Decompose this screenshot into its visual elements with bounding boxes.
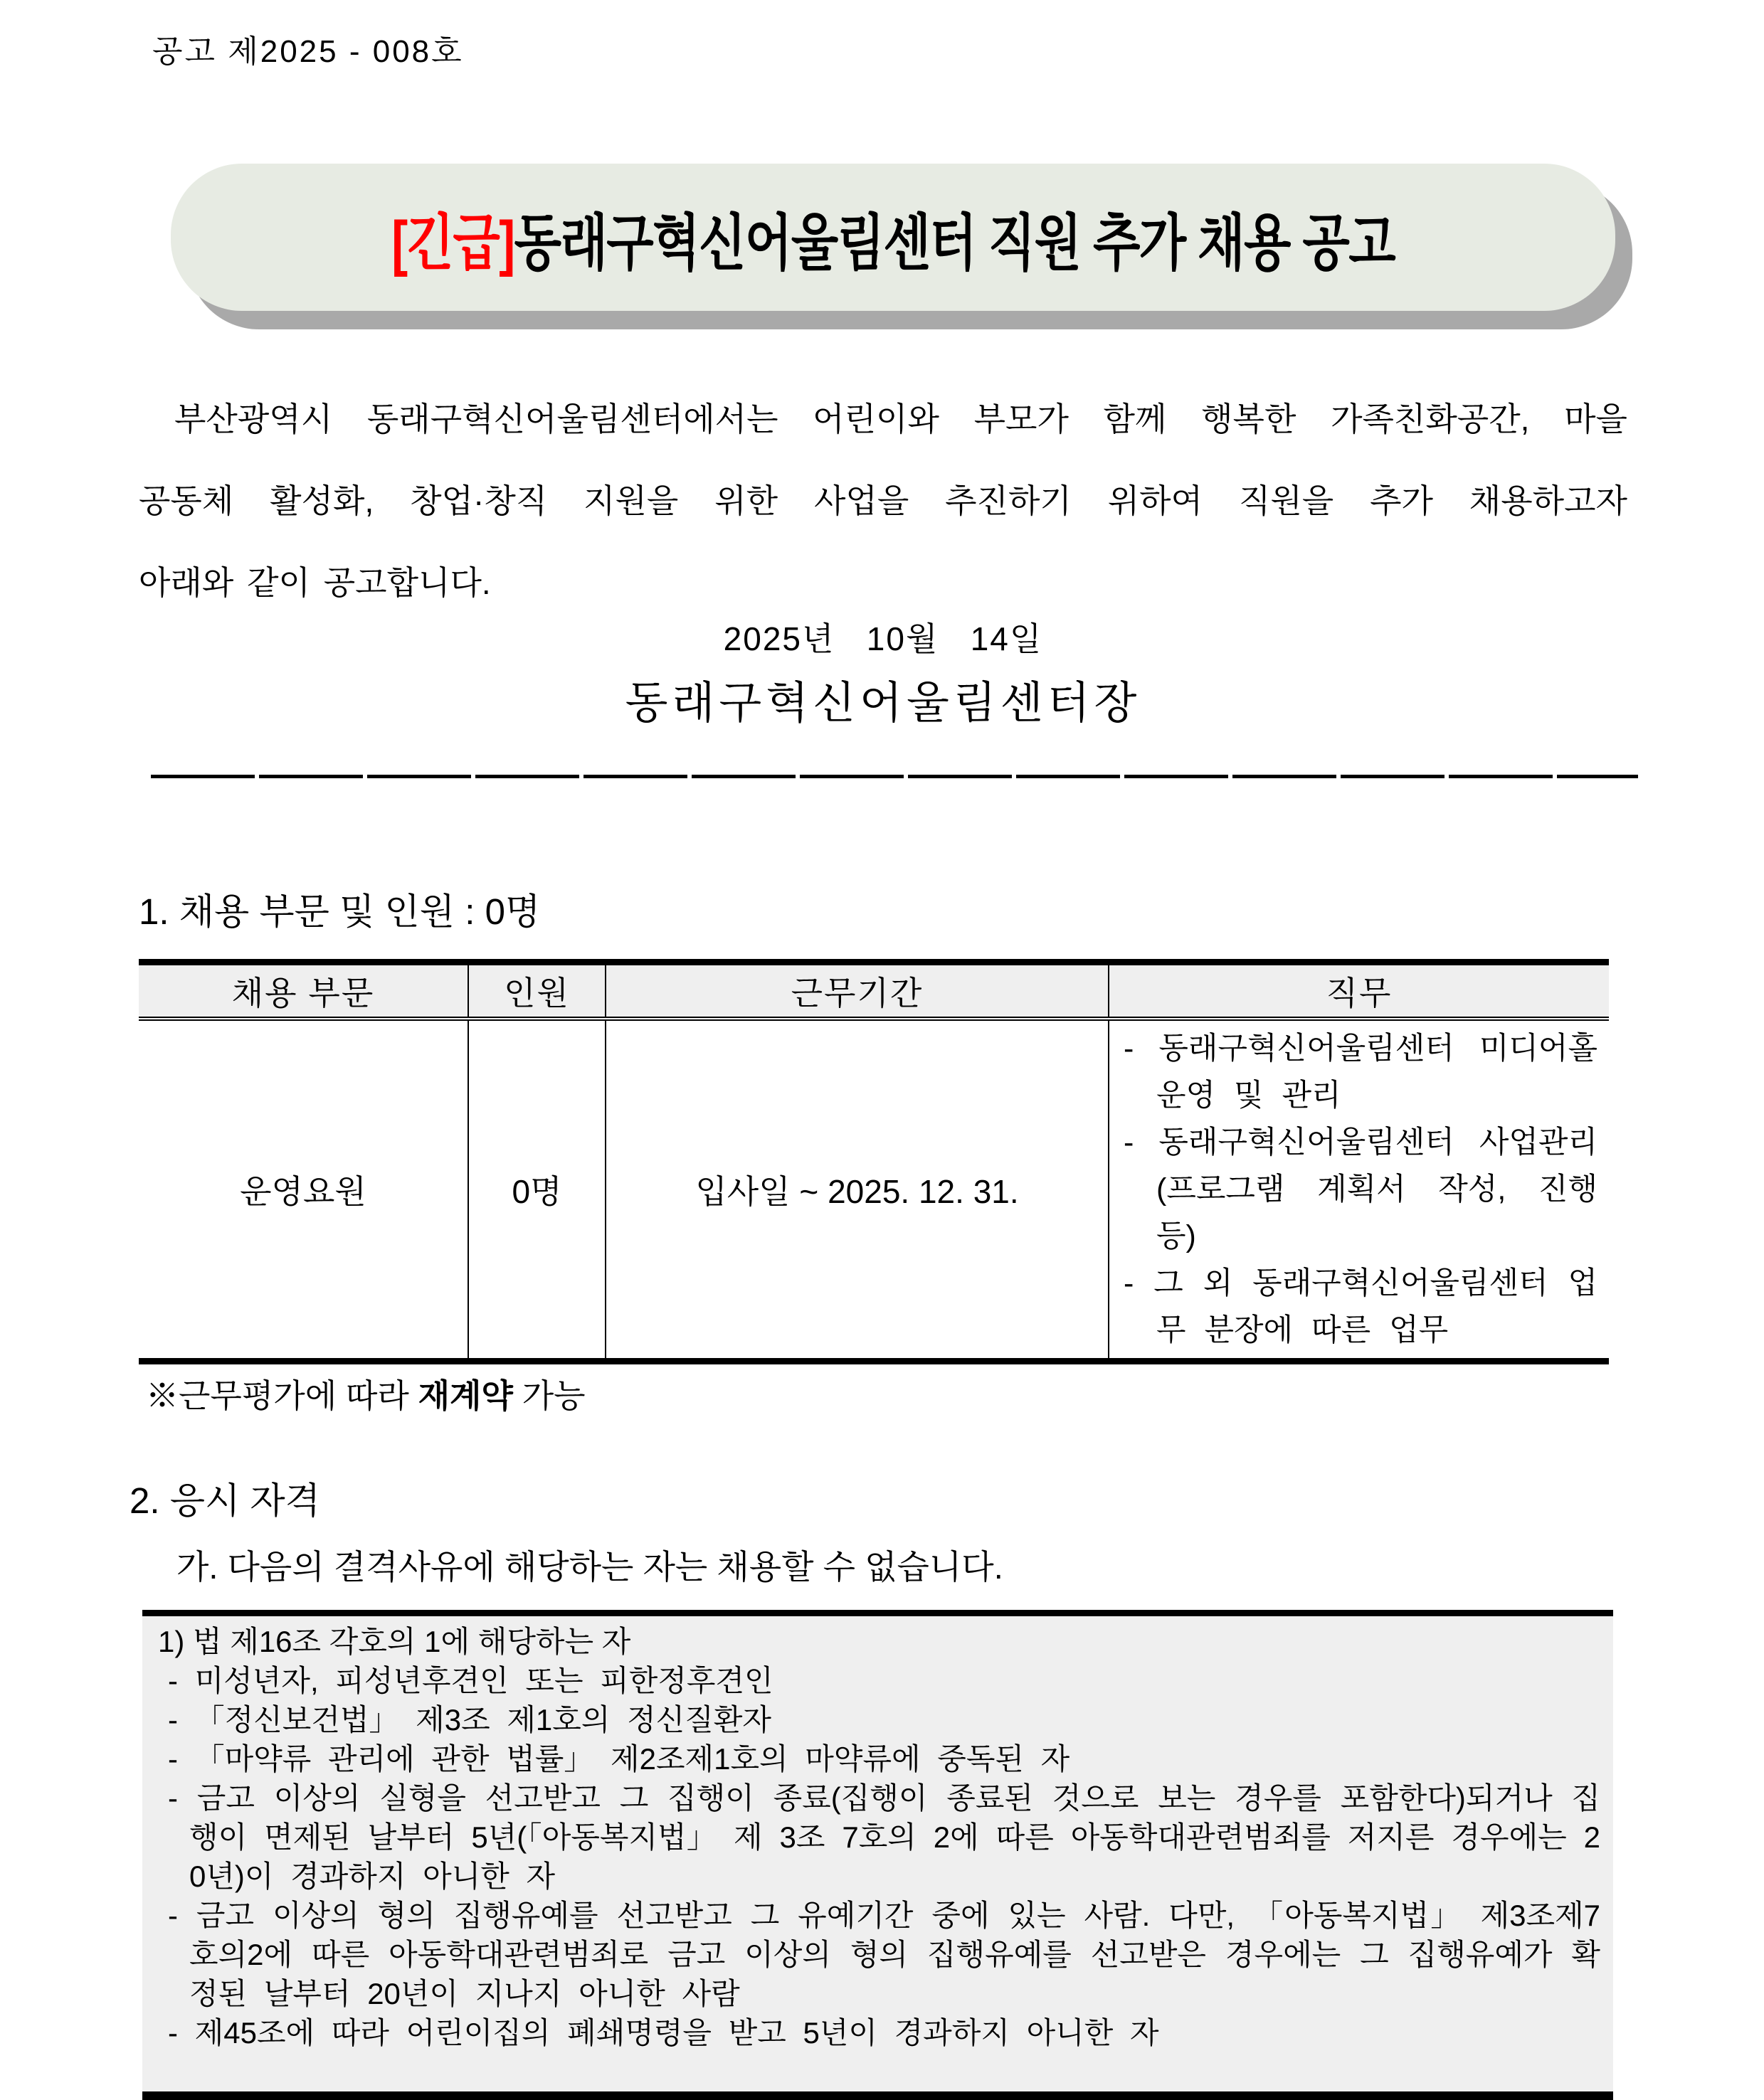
col-header-count: 인원 — [468, 962, 606, 1019]
page-title — [391, 193, 1395, 282]
disqualification-item: - 「정신보건법」 제3조 제1호의 정신질환자 — [168, 1703, 771, 1736]
table-footnote — [146, 1370, 586, 1417]
signer-title: 동래구혁신어울림센터장 — [625, 679, 1141, 728]
duty-item: - 동래구혁신어울림센터 사업관리(프로그램 계획서 작성, 진행 등) — [1124, 1125, 1597, 1253]
duty-item: - 그 외 동래구혁신어울림센터 업무 분장에 따른 업무 — [1124, 1266, 1597, 1347]
table-header-row — [139, 962, 1609, 1019]
col-header-part: 채용 부문 — [139, 962, 468, 1019]
banner-title-text: 동래구혁신어울림센터 직원 추가 채용 공고 — [514, 208, 1395, 277]
horizontal-rule — [151, 775, 1638, 778]
col-header-period: 근무기간 — [606, 962, 1109, 1019]
recruitment-table — [139, 959, 1609, 1364]
section-1-heading: 1. 채용 부문 및 인원 : 0명 — [139, 891, 541, 932]
disqualification-list — [158, 1661, 1600, 2052]
intro-paragraph — [139, 378, 1627, 624]
title-banner — [171, 164, 1615, 311]
table-row — [139, 1019, 1609, 1362]
footnote-prefix: ※근무평가에 따라 — [146, 1377, 418, 1414]
col-header-duty: 직무 — [1109, 962, 1609, 1019]
intro-line: 부산광역시 동래구혁신어울림센터에서는 어린이와 부모가 함께 행복한 가족친화공간, 마을 — [174, 401, 1627, 438]
cell-count: 0명 — [468, 1019, 606, 1362]
disqualification-item: - 금고 이상의 실형을 선고받고 그 집행이 종료(집행이 종료된 것으로 보는 경우를 포함한다)되거나 집행이 면제된 날부터 5년(「아동복지법」 제 3조 7호의 2에 따른 아동학대관련범죄를 저지른 경우에는 20년)이 경과하지 아니한 자 — [168, 1781, 1600, 1893]
announcement-date: 2025년 10월 14일 — [723, 620, 1043, 657]
footnote-bold-text: 재계약 — [418, 1377, 513, 1414]
urgent-tag: [긴급] — [391, 208, 514, 277]
intro-line: 아래와 같이 공고합니다. — [139, 564, 491, 601]
disqualification-box — [142, 1610, 1613, 2100]
disqualification-lead: 1) 법 제16조 각호의 1에 해당하는 자 — [158, 1625, 631, 1658]
section-2-heading: 2. 응시 자격 — [130, 1480, 320, 1521]
section-2-sub-item: 가. 다음의 결격사유에 해당하는 자는 채용할 수 없습니다. — [176, 1548, 1003, 1586]
document-number: 공고 제2025 - 008호 — [152, 34, 464, 69]
cell-duties — [1109, 1019, 1609, 1362]
disqualification-item: - 「마약류 관리에 관한 법률」 제2조제1호의 마약류에 중독된 자 — [168, 1742, 1070, 1776]
duty-item: - 동래구혁신어울림센터 미디어홀 운영 및 관리 — [1124, 1032, 1597, 1113]
intro-line: 공동체 활성화, 창업·창직 지원을 위한 사업을 추진하기 위하여 직원을 추가 채용하고자 — [139, 482, 1627, 519]
disqualification-item: - 금고 이상의 형의 집행유예를 선고받고 그 유예기간 중에 있는 사람. 다만, 「아동복지법」 제3조제7호의2에 따른 아동학대관련범죄로 금고 이상의 형의 집행유예를 선고받은 경우에는 그 집행유예가 확정된 날부터 20년이 지나지 아니한 사람 — [168, 1899, 1600, 2010]
cell-period: 입사일 ~ 2025. 12. 31. — [606, 1019, 1109, 1362]
footnote-suffix: 가능 — [512, 1377, 586, 1414]
disqualification-item: - 제45조에 따라 어린이집의 폐쇄명령을 받고 5년이 경과하지 아니한 자 — [168, 2016, 1159, 2049]
disqualification-item: - 미성년자, 피성년후견인 또는 피한정후견인 — [168, 1664, 773, 1697]
cell-part: 운영요원 — [240, 1173, 366, 1210]
